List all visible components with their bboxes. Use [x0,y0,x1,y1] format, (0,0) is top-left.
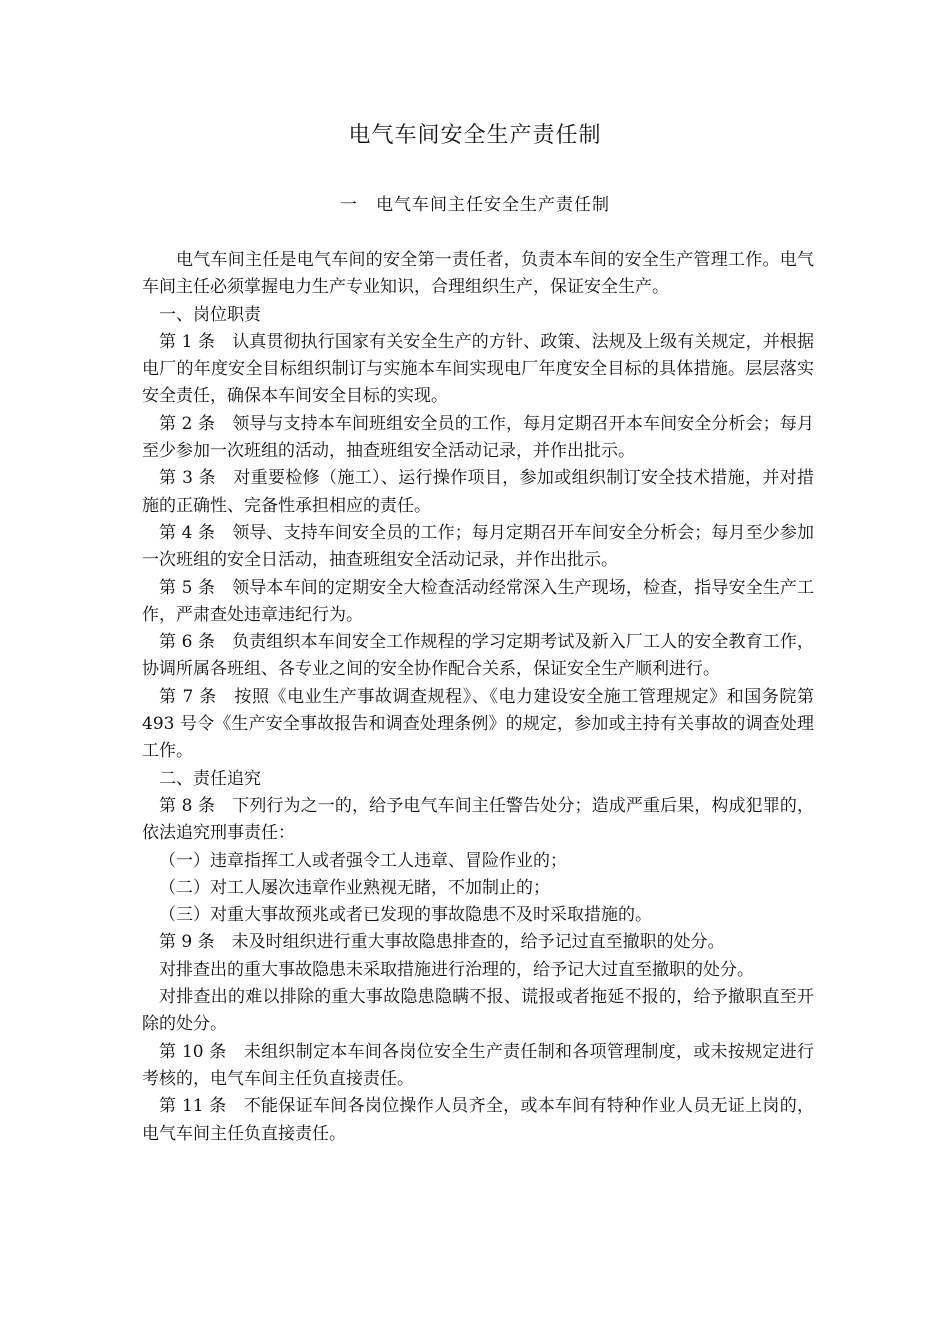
intro-paragraph: 电气车间主任是电气车间的安全第一责任者，负责本车间的安全生产管理工作。电气车间主任必须掌握电力生产专业知识，合理组织生产，保证安全生产。 [142,250,814,298]
subheading-accountability: 二、责任追究 [159,768,261,789]
article-6: 第 6 条 负责组织本车间安全工作规程的学习定期考试及新入厂工人的安全教育工作，协调所属各班组、各专业之间的安全协作配合关系，保证安全生产顺利进行。 [142,632,814,680]
article-11: 第 11 条 不能保证车间各岗位操作人员齐全，或本车间有特种作业人员无证上岗的，电气车间主任负直接责任。 [142,1096,814,1144]
article-4: 第 4 条 领导、支持车间安全员的工作；每月定期召开车间安全分析会；每月至少参加一次班组的安全日活动，抽查班组安全活动记录，并作出批示。 [142,522,814,571]
article-3: 第 3 条 对重要检修（施工）、运行操作项目，参加或组织制订安全技术措施，并对措施的正确性、完备性承担相应的责任。 [142,468,814,516]
article-8-item-1: （一）违章指挥工人或者强令工人违章、冒险作业的； [159,850,567,871]
article-1: 第 1 条 认真贯彻执行国家有关安全生产的方针、政策、法规及上级有关规定，并根据电厂的年度安全目标组织制订与实施本车间实现电厂年度安全目标的具体措施。层层落实安全责任，确保本车间安全目标的实现。 [142,331,814,407]
article-10: 第 10 条 未组织制定本车间各岗位安全生产责任制和各项管理制度，或未按规定进行考核的，电气车间主任负直接责任。 [142,1041,814,1089]
section-title: 一 电气车间主任安全生产责任制 [340,195,610,215]
subheading-duties: 一、岗位职责 [159,304,261,325]
article-9-clause-3: 对排查出的难以排除的重大事故隐患隐瞒不报、谎报或者拖延不报的，给予撤职直至开除的处分。 [142,987,814,1035]
article-7: 第 7 条 按照《电业生产事故调查规程》、《电力建设安全施工管理规定》和国务院第 493 号令《生产安全事故报告和调查处理条例》的规定，参加或主持有关事故的调查处理工作。 [142,686,814,762]
article-9-clause-2: 对排查出的重大事故隐患未采取措施进行治理的，给予记大过直至撤职的处分。 [159,959,754,980]
article-2: 第 2 条 领导与支持本车间班组安全员的工作，每月定期召开本车间安全分析会；每月至少参加一次班组的活动，抽查班组安全活动记录，并作出批示。 [142,413,814,462]
document-title: 电气车间安全生产责任制 [348,123,602,148]
article-8-item-3: （三）对重大事故预兆或者已发现的事故隐患不及时采取措施的。 [159,905,652,926]
document-body [142,247,814,1148]
article-8: 第 8 条 下列行为之一的，给予电气车间主任警告处分；造成严重后果，构成犯罪的，依法追究刑事责任： [142,795,814,844]
article-5: 第 5 条 领导本车间的定期安全大检查活动经常深入生产现场，检查，指导安全生产工作，严肃查处违章违纪行为。 [142,577,814,625]
article-9: 第 9 条 未及时组织进行重大事故隐患排查的，给予记过直至撤职的处分。 [159,932,725,953]
article-8-item-2: （二）对工人屡次违章作业熟视无睹，不加制止的； [159,877,550,898]
